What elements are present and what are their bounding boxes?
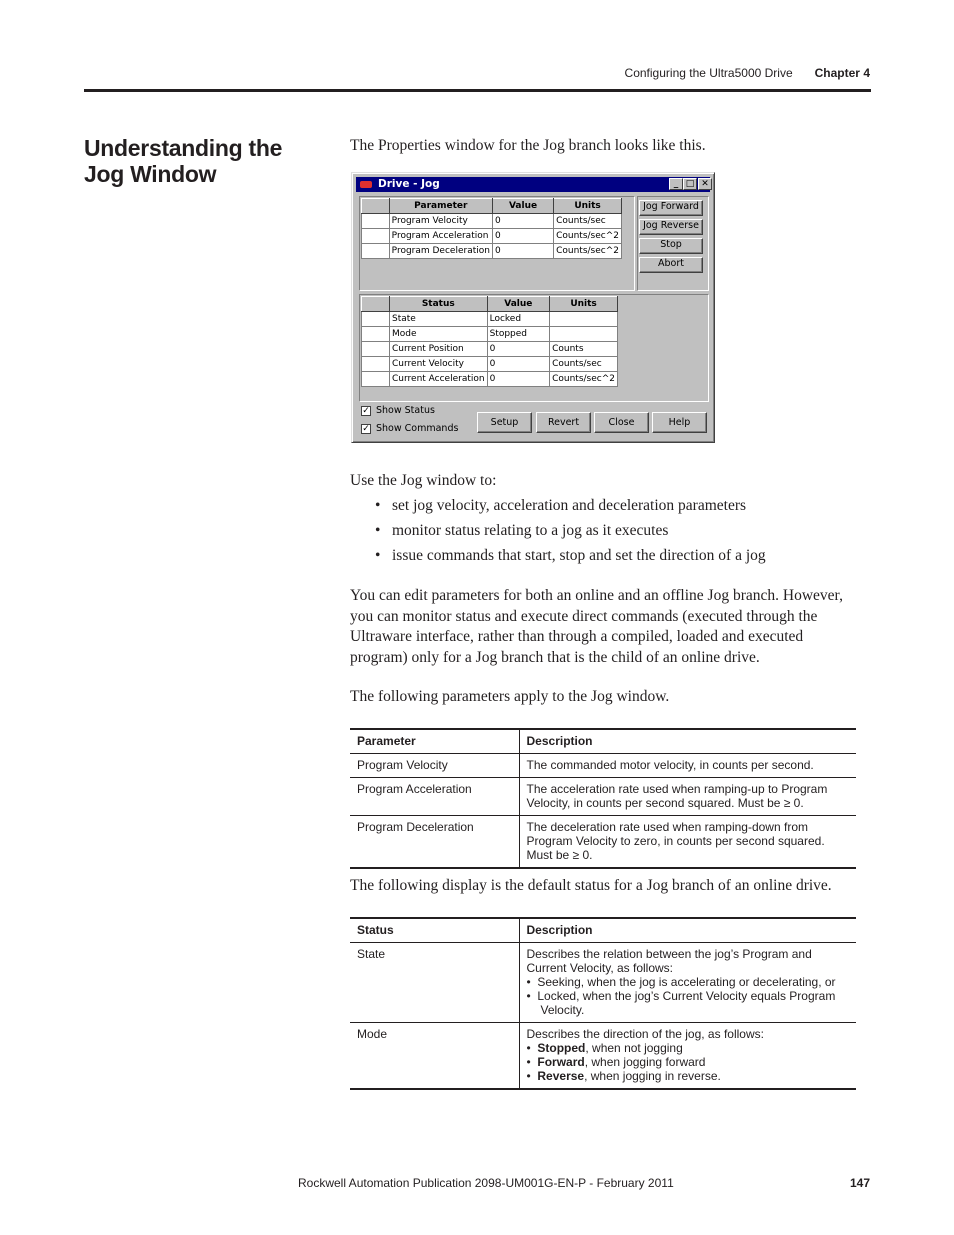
desc-cell — [519, 1023, 856, 1090]
desc-bullet: • Reverse, when jogging in reverse. — [526, 1069, 721, 1083]
section-title: Understanding the Jog Window — [84, 135, 283, 187]
desc-cell — [519, 943, 856, 1023]
stop-button[interactable]: Stop — [639, 238, 703, 254]
status-value: 0 — [487, 357, 550, 372]
column-header: Units — [554, 199, 622, 214]
header-section: Configuring the Ultra5000 Drive — [624, 66, 793, 80]
grid-row — [362, 357, 618, 372]
table-row — [350, 778, 856, 816]
grid-row — [362, 372, 618, 387]
status-value: Stopped — [487, 327, 550, 342]
params-intro: The following parameters apply to the Jog window. — [350, 688, 670, 705]
maximize-icon[interactable]: □ — [683, 178, 697, 190]
grid-row — [362, 244, 622, 259]
corner-cell — [362, 297, 390, 312]
close-button[interactable]: Close — [594, 412, 649, 433]
table-header: Parameter — [350, 729, 519, 754]
jog-forward-button[interactable]: Jog Forward — [639, 200, 703, 216]
grid-row — [362, 312, 618, 327]
table-row — [350, 754, 856, 778]
use-list — [350, 496, 862, 571]
param-value[interactable]: 0 — [492, 229, 553, 244]
table-header: Description — [519, 729, 856, 754]
running-header — [625, 66, 870, 80]
app-icon — [360, 181, 372, 188]
param-name: Program Acceleration — [389, 229, 492, 244]
desc-text: Describes the direction of the jog, as follows: — [526, 1027, 764, 1041]
param-name: Program Velocity — [389, 214, 492, 229]
status-units — [550, 312, 618, 327]
status-grid — [361, 296, 618, 387]
parameter-grid — [361, 198, 622, 259]
show-status-checkbox[interactable]: ✓ — [362, 406, 370, 416]
status-table — [350, 917, 856, 1090]
intro-text: The Properties window for the Jog branch looks like this. — [350, 137, 706, 154]
column-header: Value — [487, 297, 550, 312]
param-units: Counts/sec^2 — [554, 244, 622, 259]
param-cell: Program Velocity — [350, 754, 519, 778]
close-icon[interactable]: ✕ — [698, 178, 712, 190]
setup-button[interactable]: Setup — [477, 412, 532, 433]
status-value: 0 — [487, 372, 550, 387]
status-units: Counts/sec^2 — [550, 372, 618, 387]
status-units: Counts/sec — [550, 357, 618, 372]
table-header: Description — [519, 918, 856, 943]
param-units: Counts/sec — [554, 214, 622, 229]
revert-button[interactable]: Revert — [536, 412, 591, 433]
status-name: Current Position — [390, 342, 488, 357]
table-header: Status — [350, 918, 519, 943]
table-row — [350, 1023, 856, 1090]
show-commands-checkbox[interactable]: ✓ — [362, 424, 370, 434]
show-commands-label: Show Commands — [376, 423, 459, 434]
header-chapter: Chapter 4 — [814, 66, 870, 80]
body-paragraph: You can edit parameters for both an online and an offline Jog branch. However, you can monitor status and execute direct commands (executed through the Ultraware interface, rather than through a compiled, loaded and executed program) only for a Jog branch that is the child of an online drive. — [350, 587, 843, 666]
abort-button[interactable]: Abort — [639, 257, 703, 273]
param-value[interactable]: 0 — [492, 214, 553, 229]
help-button[interactable]: Help — [652, 412, 707, 433]
status-units: Counts — [550, 342, 618, 357]
status-cell: Mode — [350, 1023, 519, 1090]
minimize-icon[interactable]: _ — [669, 178, 683, 190]
footer-publication: Rockwell Automation Publication 2098-UM001G-EN-P - February 2011 — [298, 1176, 674, 1190]
param-cell: Program Acceleration — [350, 778, 519, 816]
column-header: Status — [390, 297, 488, 312]
list-item: • monitor status relating to a jog as it executes — [350, 521, 862, 542]
param-value[interactable]: 0 — [492, 244, 553, 259]
page-number: 147 — [849, 1176, 870, 1190]
list-item: • issue commands that start, stop and set the direction of a jog — [350, 546, 862, 567]
grid-row — [362, 229, 622, 244]
status-name: Current Velocity — [390, 357, 488, 372]
desc-bullet: • Stopped, when not jogging — [526, 1041, 683, 1055]
column-header: Value — [492, 199, 553, 214]
param-name: Program Deceleration — [389, 244, 492, 259]
status-units — [550, 327, 618, 342]
header-rule — [84, 89, 871, 92]
desc-cell: The acceleration rate used when ramping-up to Program Velocity, in counts per second squared. Must be ≥ 0. — [519, 778, 856, 816]
desc-bullet: • Locked, when the jog’s Current Velocity equals Program Velocity. — [526, 989, 836, 1017]
status-name: Current Acceleration — [390, 372, 488, 387]
parameter-table — [350, 728, 856, 869]
jog-reverse-button[interactable]: Jog Reverse — [639, 219, 703, 235]
corner-cell — [362, 199, 390, 214]
list-item: • set jog velocity, acceleration and deceleration parameters — [350, 496, 862, 517]
window-titlebar — [356, 177, 710, 192]
grid-row — [362, 327, 618, 342]
use-intro: Use the Jog window to: — [350, 472, 497, 489]
status-value: Locked — [487, 312, 550, 327]
param-units: Counts/sec^2 — [554, 229, 622, 244]
status-value: 0 — [487, 342, 550, 357]
status-name: Mode — [390, 327, 488, 342]
table-row — [350, 943, 856, 1023]
grid-row — [362, 214, 622, 229]
column-header: Units — [550, 297, 618, 312]
column-header: Parameter — [389, 199, 492, 214]
desc-cell: The commanded motor velocity, in counts per second. — [519, 754, 856, 778]
desc-text: Describes the relation between the jog’s Program and Current Velocity, as follows: — [526, 947, 812, 975]
param-cell: Program Deceleration — [350, 816, 519, 869]
status-cell: State — [350, 943, 519, 1023]
desc-bullet: • Seeking, when the jog is accelerating or decelerating, or — [526, 975, 836, 989]
status-name: State — [390, 312, 488, 327]
drive-jog-window — [351, 172, 715, 443]
show-status-label: Show Status — [376, 405, 435, 416]
window-title: Drive - Jog — [378, 178, 440, 190]
desc-cell: The deceleration rate used when ramping-down from Program Velocity to zero, in counts per second squared. Must be ≥ 0. — [519, 816, 856, 869]
desc-bullet: • Forward, when jogging forward — [526, 1055, 706, 1069]
status-intro: The following display is the default status for a Jog branch of an online drive. — [350, 877, 832, 894]
grid-row — [362, 342, 618, 357]
table-row — [350, 816, 856, 869]
